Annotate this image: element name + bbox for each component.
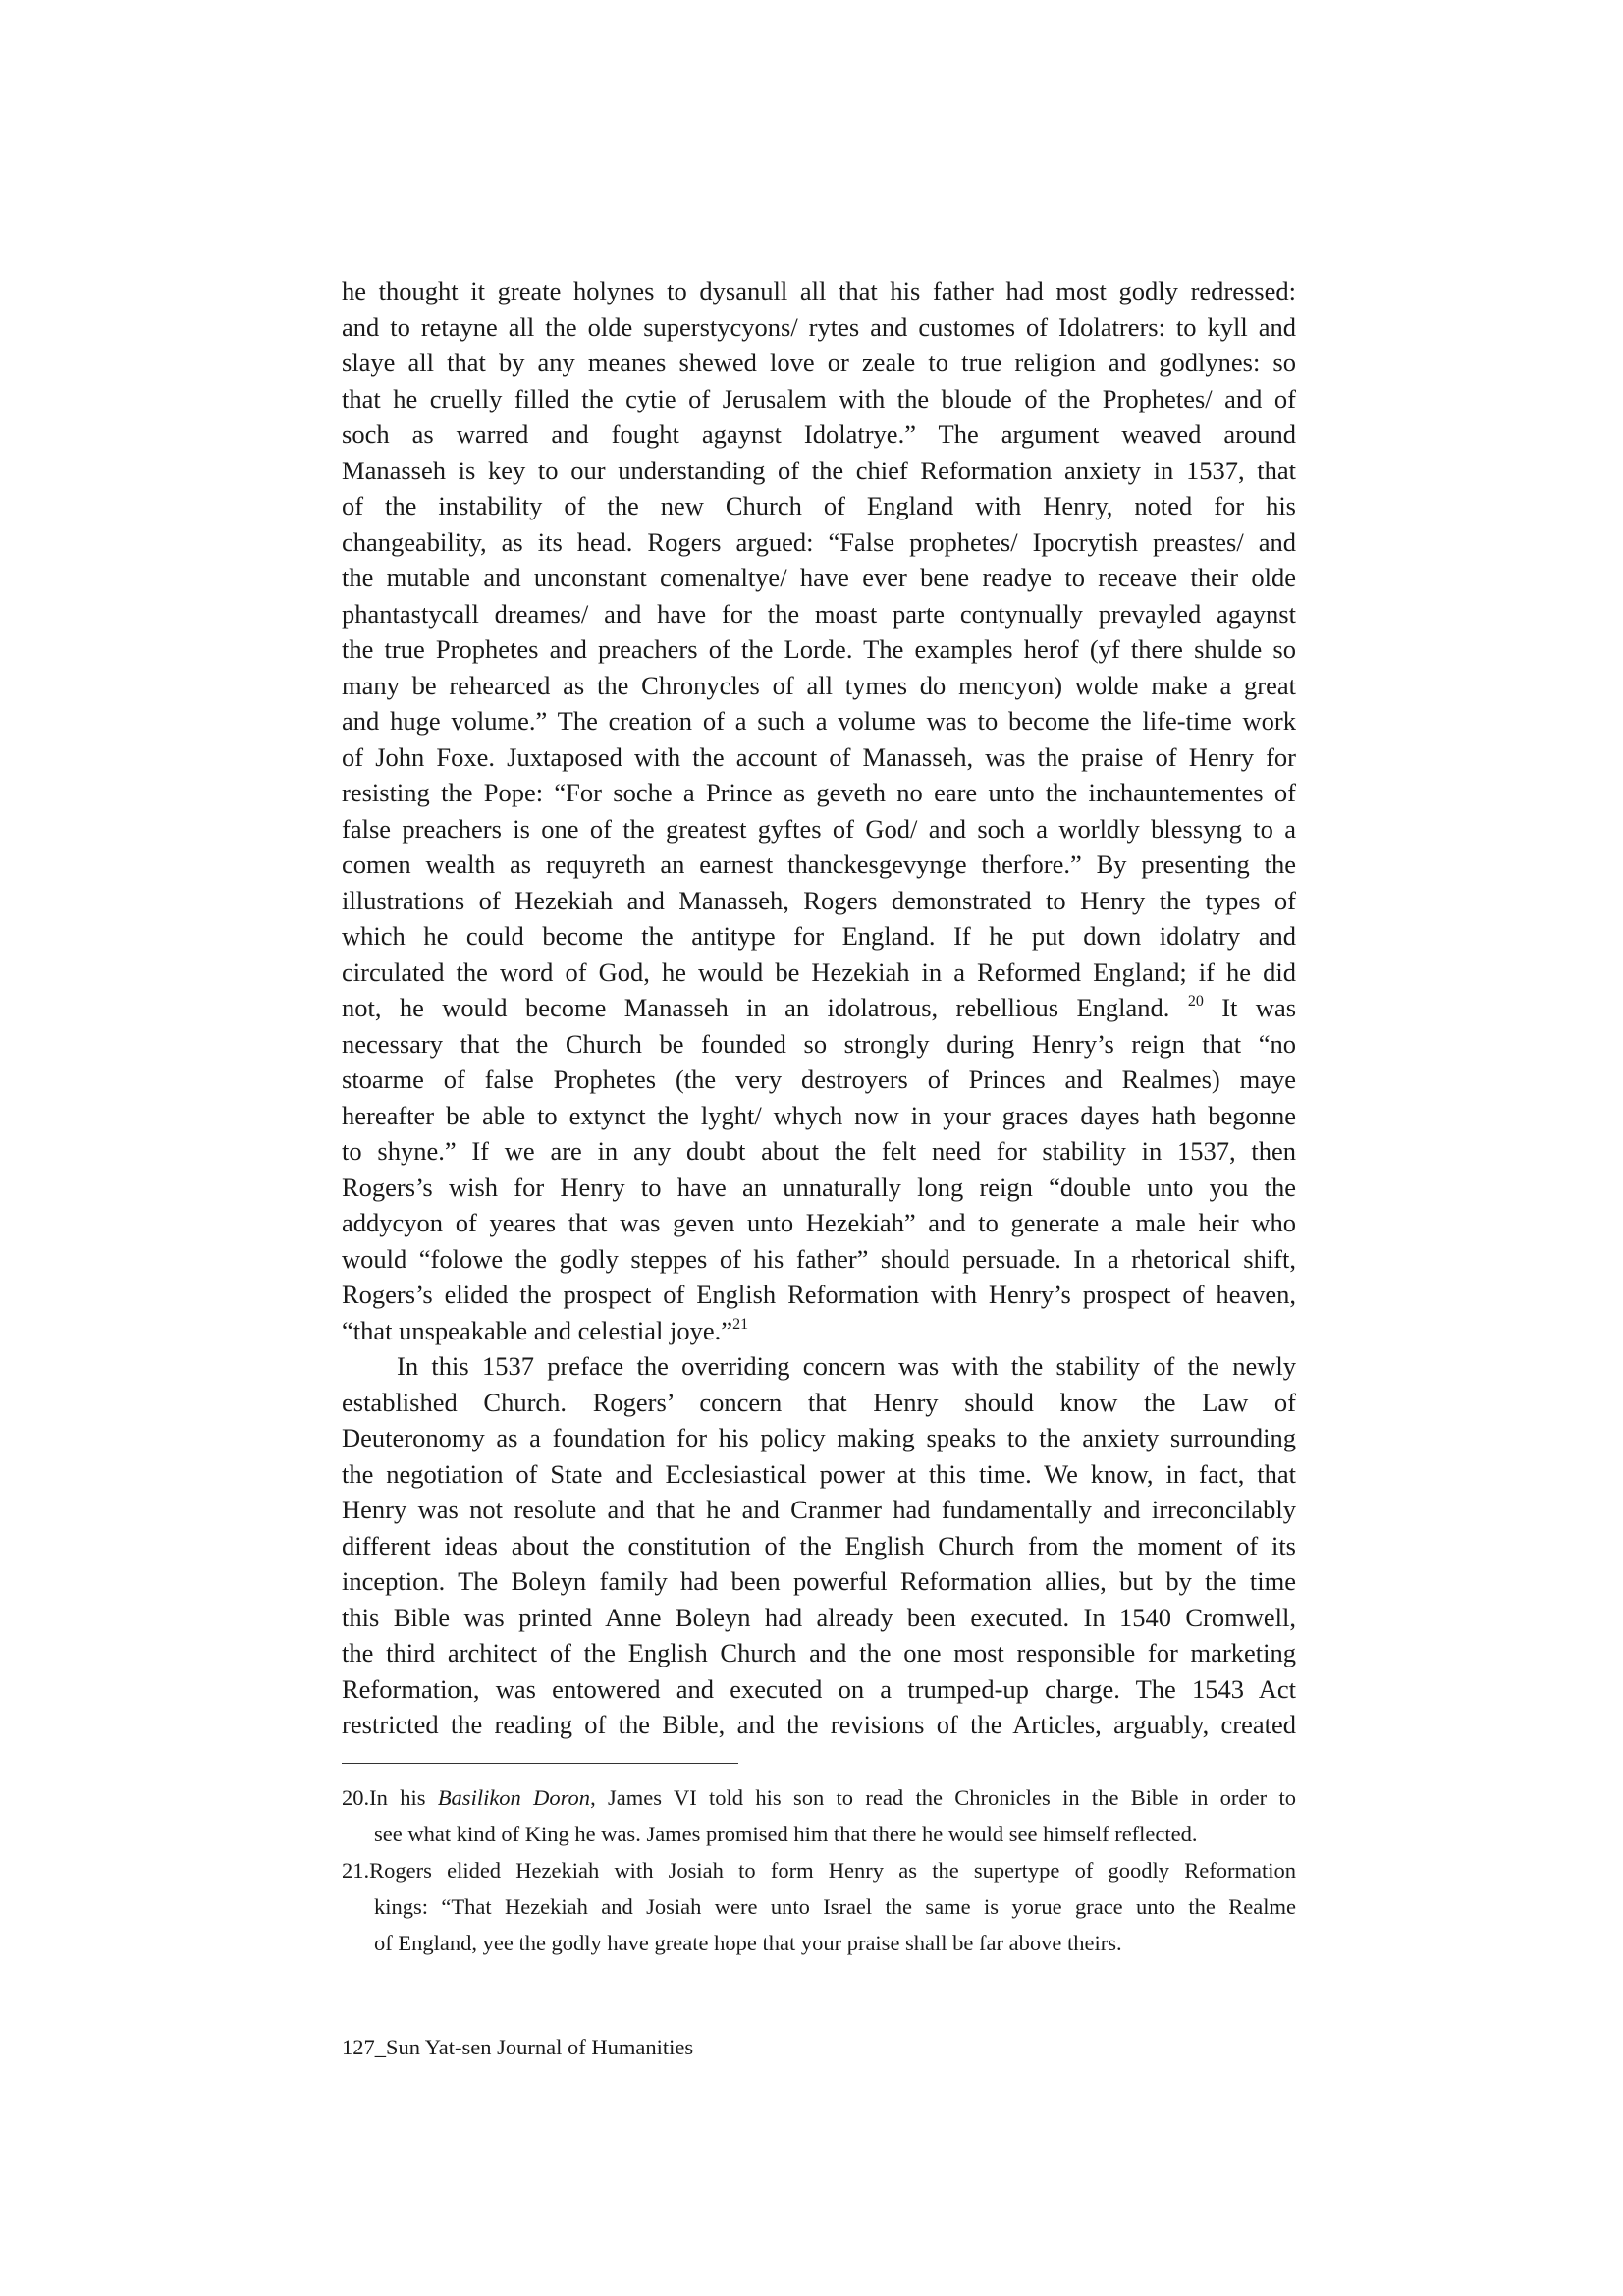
text-line: he thought it greate holynes to dysanull all that his father had most godly redressed: <box>342 276 1296 305</box>
footnote-number: 20. <box>342 1785 370 1810</box>
footnote-ref-21[interactable]: 21 <box>732 1315 749 1333</box>
footnote-20-continued: see what kind of King he was. James promised him that there he would see himself reflected. <box>374 1822 1198 1846</box>
text-line-with-footnote-ref <box>342 1313 1296 1349</box>
text-line: of John Foxe. Juxtaposed with the account of Manasseh, was the praise of Henry for <box>342 741 1296 772</box>
text-line: Rogers’s wish for Henry to have an unnaturally long reign “double unto you the <box>342 1172 1296 1202</box>
text-line: the mutable and unconstant comenaltye/ have ever bene readye to receave their olde <box>342 563 1296 592</box>
text-line: and to retayne all the olde superstycyons/ rytes and customes of Idolatrers: to kyll and <box>342 311 1296 342</box>
text-span: not, he would become Manasseh in an idolatrous, rebellious England. <box>342 993 1170 1022</box>
footnotes <box>342 1779 1296 1961</box>
footnote-20 <box>342 1779 1296 1816</box>
text-span: It was <box>1221 993 1297 1022</box>
text-line: the true Prophetes and preachers of the Lorde. The examples herof (yf there shulde so <box>342 634 1296 664</box>
text-line: slaye all that by any meanes shewed love or zeale to true religion and godlynes: so <box>342 348 1296 377</box>
text-line: many be rehearced as the Chronycles of all tymes do mencyon) wolde make a great <box>342 670 1296 700</box>
text-line: comen wealth as requyreth an earnest thanckesgevynge therfore.” By presenting the <box>342 849 1296 879</box>
text-line: circulated the word of God, he would be Hezekiah in a Reformed England; if he did <box>342 957 1296 987</box>
text-line: stoarme of false Prophetes (the very destroyers of Princes and Realmes) maye <box>342 1065 1296 1094</box>
text-line: this Bible was printed Anne Boleyn had already been executed. In 1540 Cromwell, <box>342 1602 1296 1632</box>
text-line: resisting the Pope: “For soche a Prince as geveth no eare unto the inchauntementes of <box>342 778 1296 807</box>
footnote-21-continued: kings: “That Hezekiah and Josiah were unto Israel the same is yorue grace unto the Realme <box>374 1894 1296 1919</box>
text-line: established Church. Rogers’ concern that Henry should know the Law of <box>342 1387 1296 1417</box>
text-line: Deuteronomy as a foundation for his policy making speaks to the anxiety surrounding <box>342 1423 1296 1452</box>
footnote-text: Rogers elided Hezekiah with Josiah to form Henry as the supertype of goodly Reformation <box>369 1858 1296 1883</box>
text-line: phantastycall dreames/ and have for the moast parte contynually prevayled agaynst <box>342 598 1296 629</box>
book-title: Basilikon Doron <box>437 1785 591 1810</box>
text-line: necessary that the Church be founded so strongly during Henry’s reign that “no <box>342 1028 1296 1059</box>
footnote-text: , James VI told his son to read the Chronicles in the Bible in order to <box>590 1785 1296 1810</box>
text-line-with-footnote-ref <box>342 990 1296 1026</box>
footnote-21-continued: of England, yee the godly have greate hope that your praise shall be far above theirs. <box>374 1931 1122 1955</box>
text-line: Manasseh is key to our understanding of the chief Reformation anxiety in 1537, that <box>342 455 1296 485</box>
footnote-21 <box>342 1852 1296 1888</box>
text-line: inception. The Boleyn family had been powerful Reformation allies, but by the time <box>342 1566 1296 1596</box>
text-line: that he cruelly filled the cytie of Jerusalem with the bloude of the Prophetes/ and of <box>342 383 1296 413</box>
text-line: and huge volume.” The creation of a such a volume was to become the life-time work <box>342 706 1296 736</box>
footnote-text: In his <box>369 1785 438 1810</box>
text-line: hereafter be able to extynct the lyght/ whych now in your graces dayes hath begonne <box>342 1100 1296 1130</box>
text-line: soch as warred and fought agaynst Idolatrye.” The argument weaved around <box>342 419 1296 449</box>
text-line: false preachers is one of the greatest gyftes of God/ and soch a worldly blessyng to a <box>342 813 1296 844</box>
text-line: to shyne.” If we are in any doubt about the felt need for stability in 1537, then <box>342 1136 1296 1166</box>
text-line: which he could become the antitype for England. If he put down idolatry and <box>342 921 1296 951</box>
text-line: In this 1537 preface the overriding concern was with the stability of the newly <box>397 1351 1296 1381</box>
text-span: “that unspeakable and celestial joye.” <box>342 1315 733 1345</box>
main-text <box>342 273 1296 1743</box>
text-line: addycyon of yeares that was geven unto Hezekiah” and to generate a male heir who <box>342 1208 1296 1237</box>
text-line: the third architect of the English Church and the one most responsible for marketing <box>342 1638 1296 1667</box>
footnote-separator <box>342 1763 738 1764</box>
text-line: different ideas about the constitution of the English Church from the moment of its <box>342 1530 1296 1560</box>
text-line: would “folowe the godly steppes of his father” should persuade. In a rhetorical shift, <box>342 1243 1296 1274</box>
text-line: Rogers’s elided the prospect of English Reformation with Henry’s prospect of heaven, <box>342 1280 1296 1309</box>
page-footer: 127_Sun Yat-sen Journal of Humanities <box>342 2035 694 2059</box>
text-line: the negotiation of State and Ecclesiastical power at this time. We know, in fact, that <box>342 1458 1296 1489</box>
text-line: changeability, as its head. Rogers argued: “False prophetes/ Ipocrytish preastes/ and <box>342 526 1296 557</box>
footnote-ref-20[interactable]: 20 <box>1187 993 1204 1010</box>
text-line: illustrations of Hezekiah and Manasseh, Rogers demonstrated to Henry the types of <box>342 885 1296 915</box>
text-line: Henry was not resolute and that he and Cranmer had fundamentally and irreconcilably <box>342 1495 1296 1524</box>
text-line: of the instability of the new Church of England with Henry, noted for his <box>342 491 1296 520</box>
text-line: restricted the reading of the Bible, and the revisions of the Articles, arguably, created <box>342 1710 1296 1739</box>
footnote-number: 21. <box>342 1858 370 1883</box>
text-line: Reformation, was entowered and executed on a trumped-up charge. The 1543 Act <box>342 1673 1296 1704</box>
